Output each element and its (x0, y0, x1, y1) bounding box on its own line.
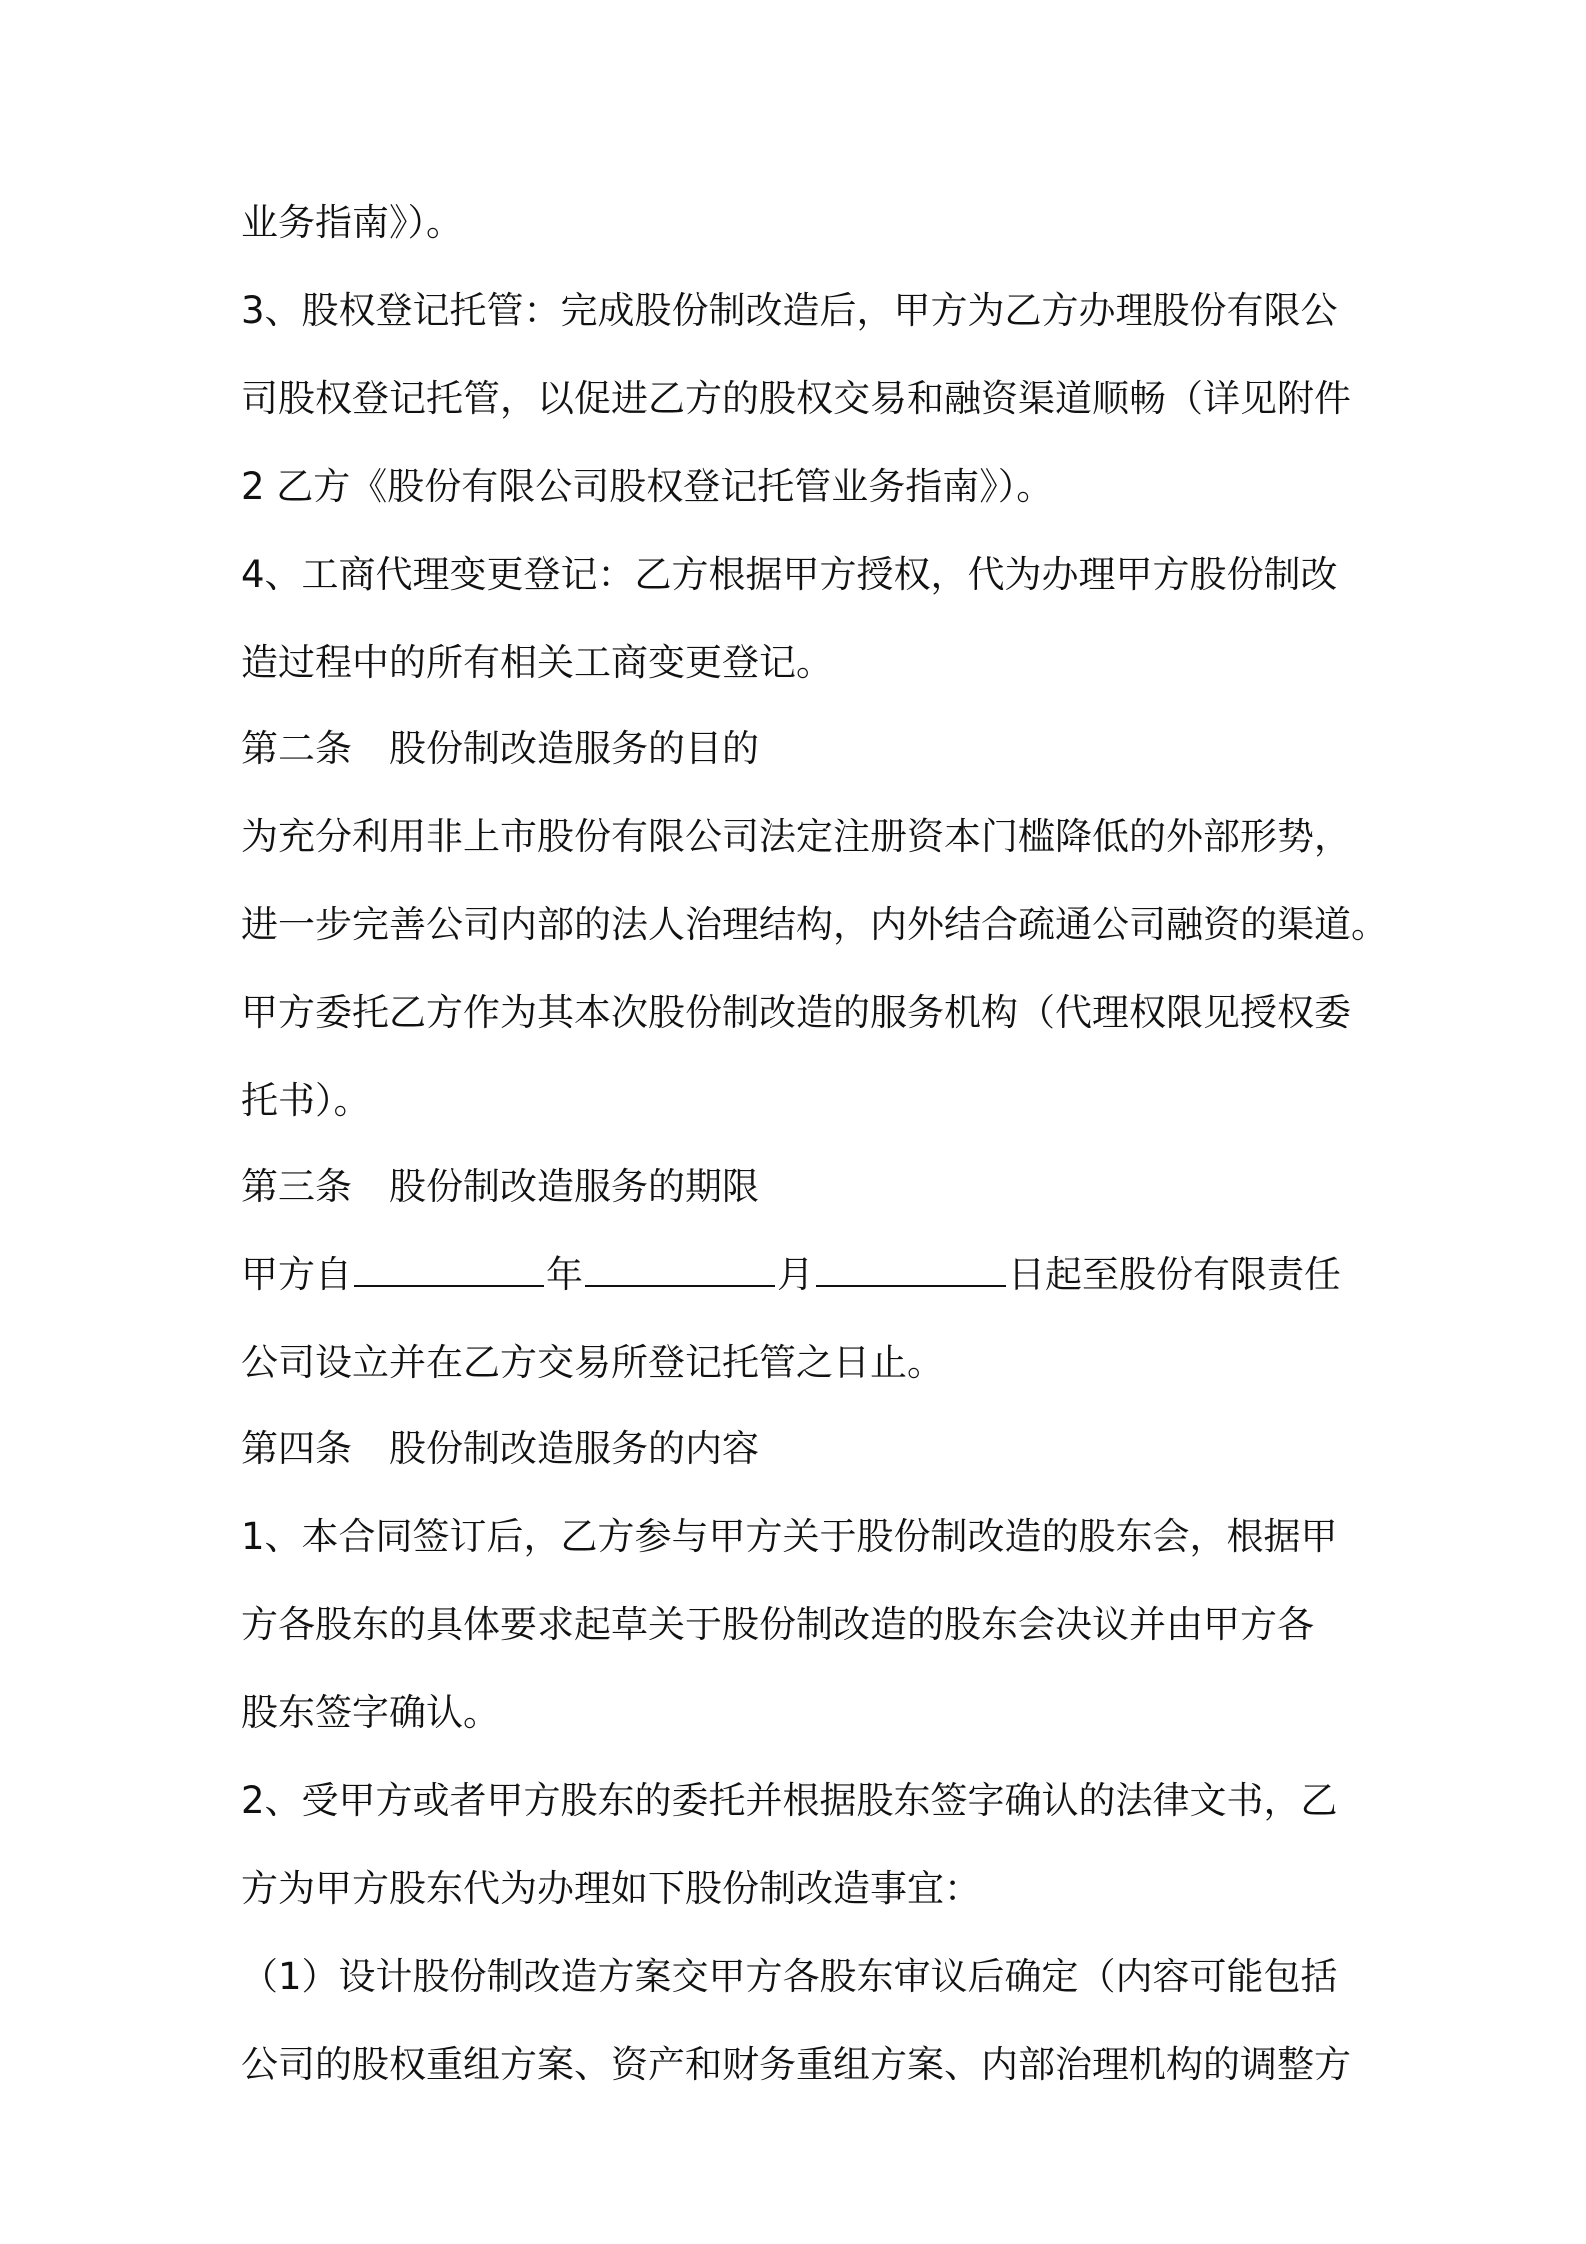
article-heading-4: 第四条 股份制改造服务的内容 (241, 1427, 759, 1470)
text-line: 公司的股权重组方案、资产和财务重组方案、内部治理机构的调整方 (241, 2043, 1351, 2086)
text-line: 司股权登记托管，以促进乙方的股权交易和融资渠道顺畅（详见附件 (241, 377, 1351, 420)
year-blank[interactable] (354, 1247, 544, 1287)
article-heading-2: 第二条 股份制改造服务的目的 (241, 727, 759, 770)
term-month-label: 月 (777, 1253, 814, 1296)
text-line: 方各股东的具体要求起草关于股份制改造的股东会决议并由甲方各 (241, 1603, 1314, 1646)
term-suffix: 日起至股份有限责任 (1008, 1253, 1341, 1296)
term-year-label: 年 (546, 1253, 583, 1296)
text-line: 甲方委托乙方作为其本次股份制改造的服务机构（代理权限见授权委 (241, 991, 1351, 1034)
text-line: 1、本合同签订后，乙方参与甲方关于股份制改造的股东会，根据甲 (241, 1515, 1338, 1558)
term-line (241, 1244, 1361, 1306)
day-blank[interactable] (816, 1247, 1006, 1287)
article-heading-3: 第三条 股份制改造服务的期限 (241, 1165, 759, 1208)
text-line: 造过程中的所有相关工商变更登记。 (241, 641, 833, 684)
text-line: 2 乙方《股份有限公司股权登记托管业务指南》）。 (241, 465, 1054, 508)
text-line: 业务指南》）。 (241, 201, 463, 244)
text-line: 公司设立并在乙方交易所登记托管之日止。 (241, 1341, 944, 1384)
text-line: 2、受甲方或者甲方股东的委托并根据股东签字确认的法律文书，乙 (241, 1779, 1338, 1822)
text-line: 方为甲方股东代为办理如下股份制改造事宜： (241, 1867, 981, 1910)
text-line: （1）设计股份制改造方案交甲方各股东审议后确定（内容可能包括 (241, 1955, 1338, 1998)
text-line: 为充分利用非上市股份有限公司法定注册资本门槛降低的外部形势， (241, 815, 1351, 858)
text-line: 进一步完善公司内部的法人治理结构，内外结合疏通公司融资的渠道。 (241, 903, 1388, 946)
term-prefix: 甲方自 (241, 1253, 352, 1296)
text-line: 3、股权登记托管：完成股份制改造后，甲方为乙方办理股份有限公 (241, 289, 1338, 332)
month-blank[interactable] (585, 1247, 775, 1287)
text-line: 股东签字确认。 (241, 1691, 500, 1734)
text-line: 4、工商代理变更登记：乙方根据甲方授权，代为办理甲方股份制改 (241, 553, 1338, 596)
text-line: 托书）。 (241, 1079, 371, 1122)
